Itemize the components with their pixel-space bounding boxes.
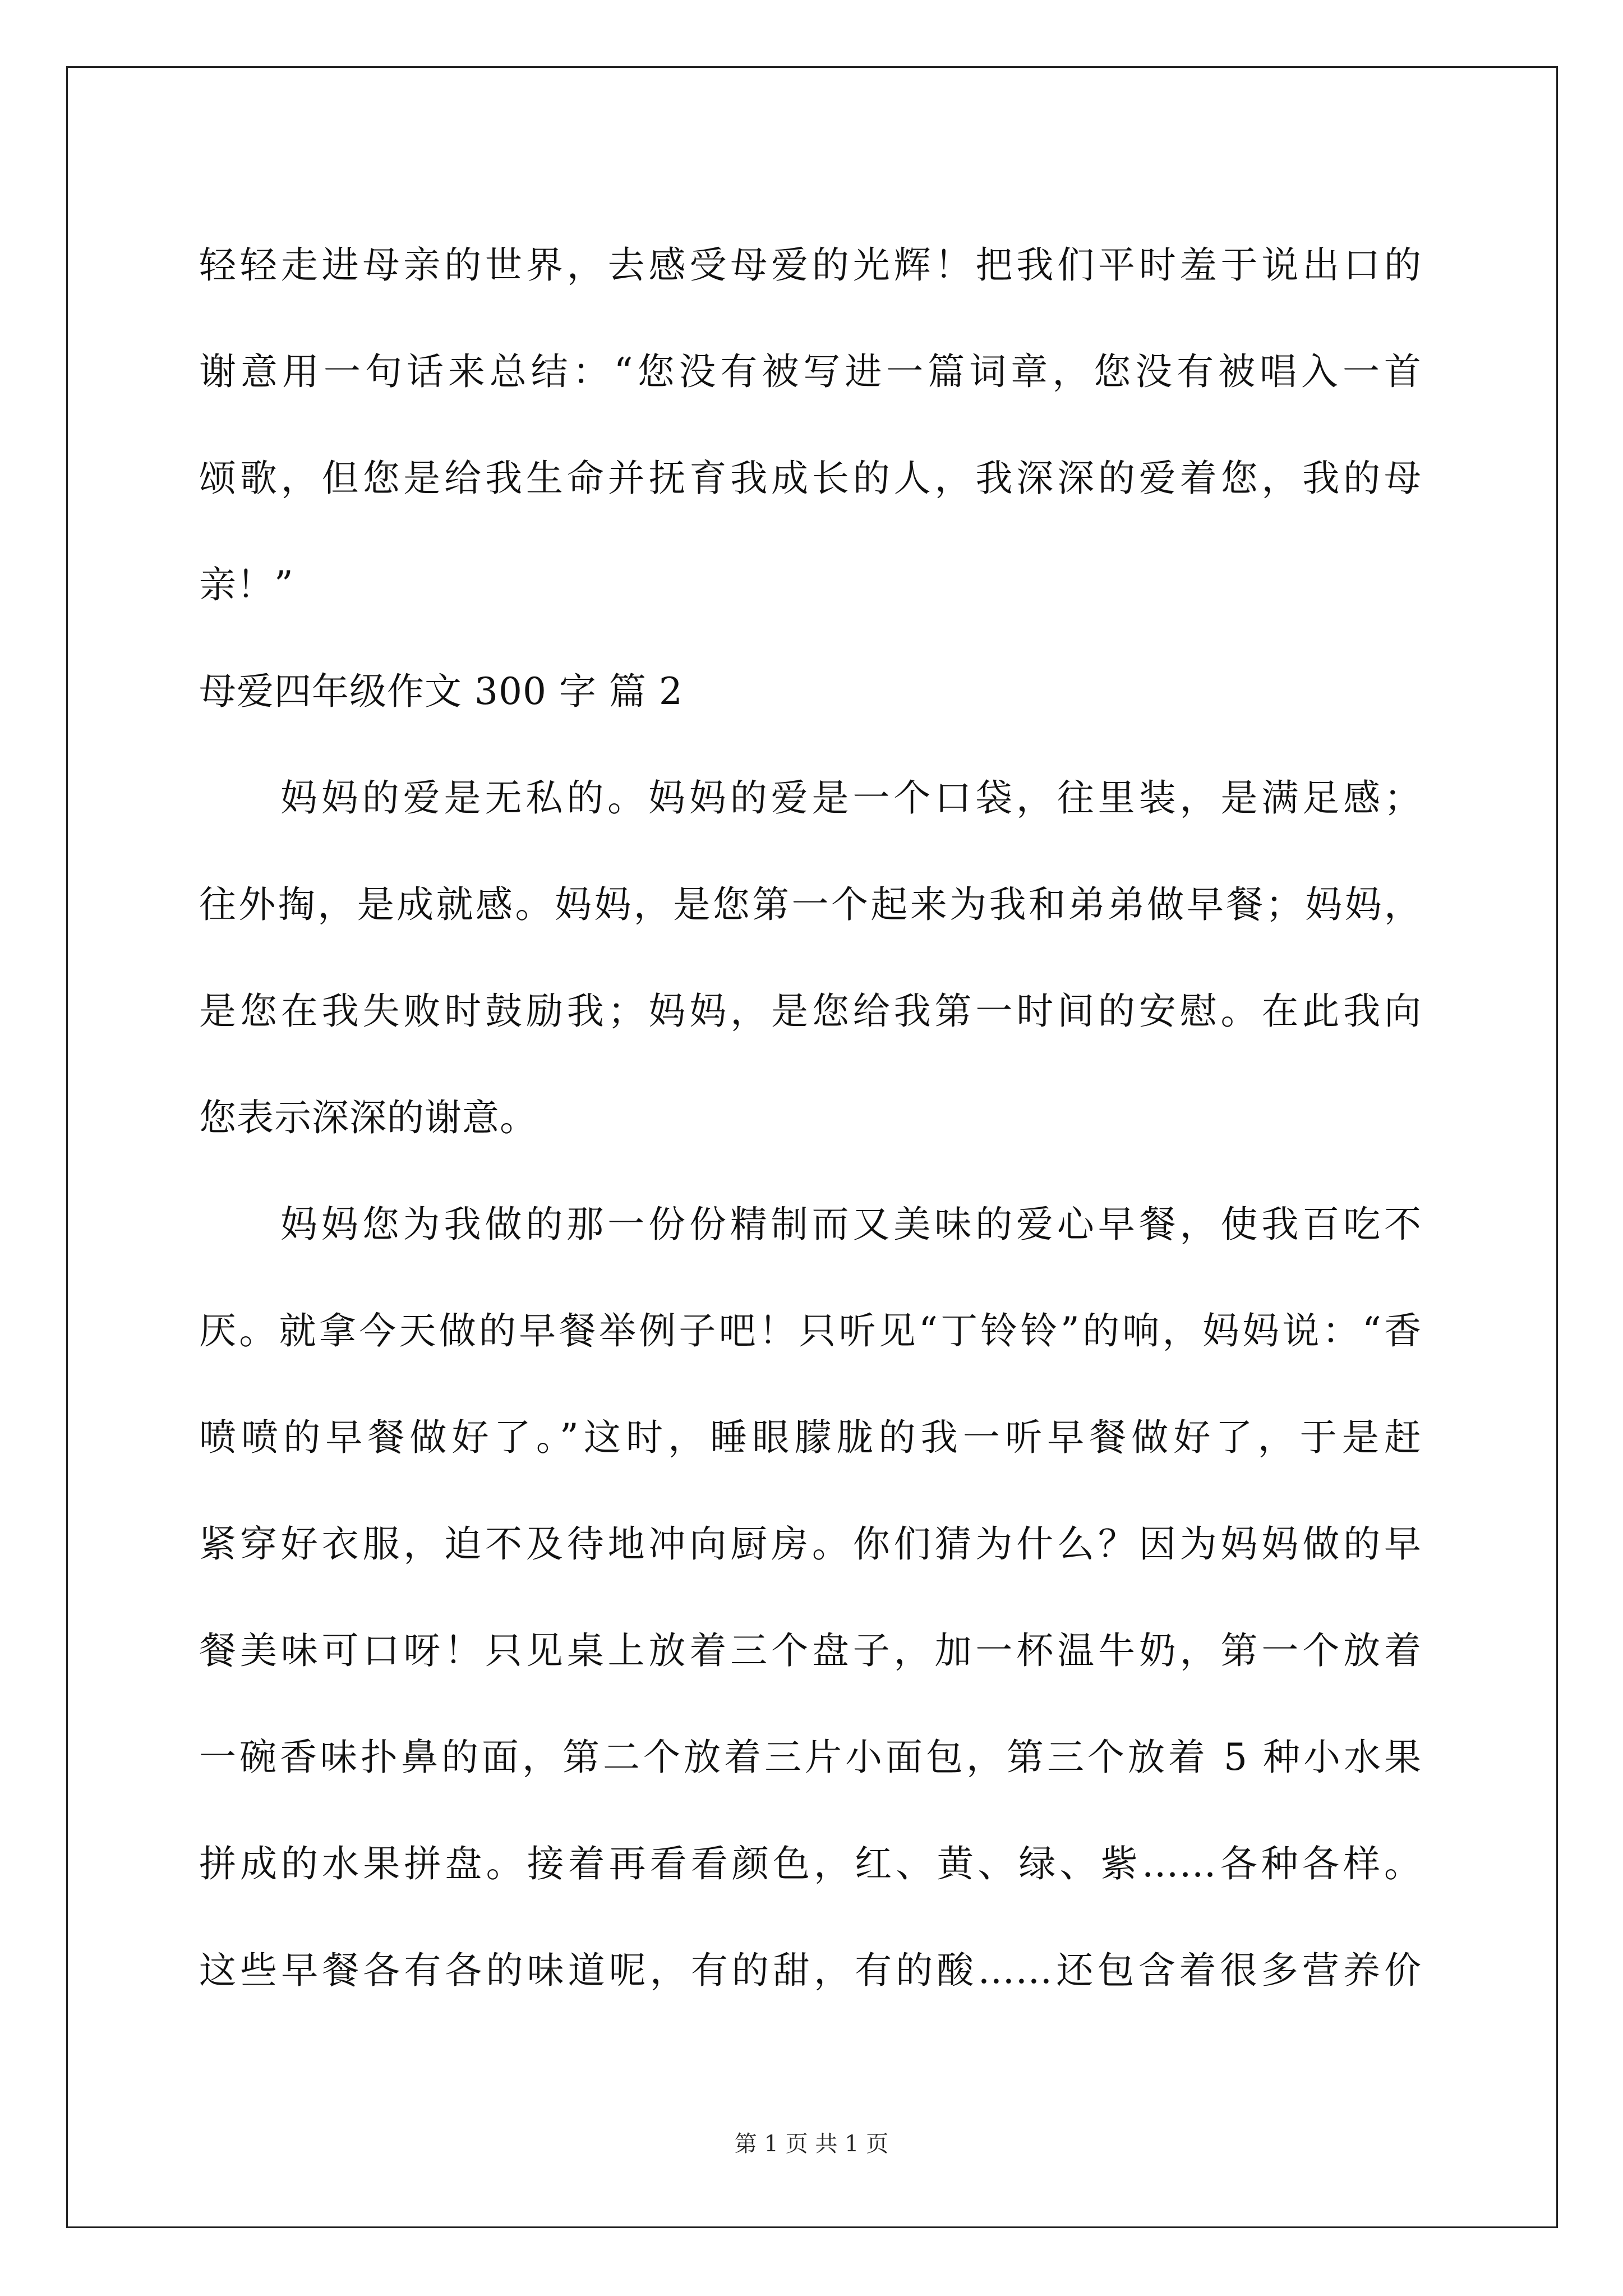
text-line: 一碗香味扑鼻的面，第二个放着三片小面包，第三个放着 5 种小水果 — [199, 1736, 1422, 1779]
text-line: 往外掏，是成就感。妈妈，是您第一个起来为我和弟弟做早餐；妈妈， — [199, 883, 1422, 926]
text-line: 轻轻走进母亲的世界，去感受母爱的光辉！把我们平时羞于说出口的 — [199, 243, 1422, 287]
section-heading: 母爱四年级作文 300 字 篇 2 — [199, 670, 683, 713]
text-line: 亲！” — [199, 563, 294, 606]
paragraph-first-line: 妈妈您为我做的那一份份精制而又美味的爱心早餐，使我百吃不 — [280, 1203, 1422, 1246]
page-footer: 第 1 页 共 1 页 — [734, 2131, 889, 2157]
text-line: 紧穿好衣服，迫不及待地冲向厨房。你们猜为什么？因为妈妈做的早 — [199, 1522, 1422, 1566]
text-line: 餐美味可口呀！只见桌上放着三个盘子，加一杯温牛奶，第一个放着 — [199, 1629, 1422, 1672]
text-line: 喷喷的早餐做好了。”这时，睡眼朦胧的我一听早餐做好了，于是赶 — [199, 1416, 1422, 1459]
text-line: 颂歌，但您是给我生命并抚育我成长的人，我深深的爱着您，我的母 — [199, 457, 1422, 500]
text-line: 厌。就拿今天做的早餐举例子吧！只听见“丁铃铃”的响，妈妈说：“香 — [199, 1309, 1422, 1352]
paragraph-first-line: 妈妈的爱是无私的。妈妈的爱是一个口袋，往里装，是满足感； — [280, 776, 1422, 820]
text-line: 这些早餐各有各的味道呢，有的甜，有的酸……还包含着很多营养价 — [199, 1949, 1422, 1992]
text-line: 谢意用一句话来总结：“您没有被写进一篇词章，您没有被唱入一首 — [199, 350, 1422, 393]
text-line: 您表示深深的谢意。 — [199, 1096, 537, 1139]
text-line: 是您在我失败时鼓励我；妈妈，是您给我第一时间的安慰。在此我向 — [199, 990, 1422, 1033]
document-body — [199, 212, 1422, 2024]
text-line: 拼成的水果拼盘。接着再看看颜色，红、黄、绿、紫……各种各样。 — [199, 1842, 1422, 1885]
